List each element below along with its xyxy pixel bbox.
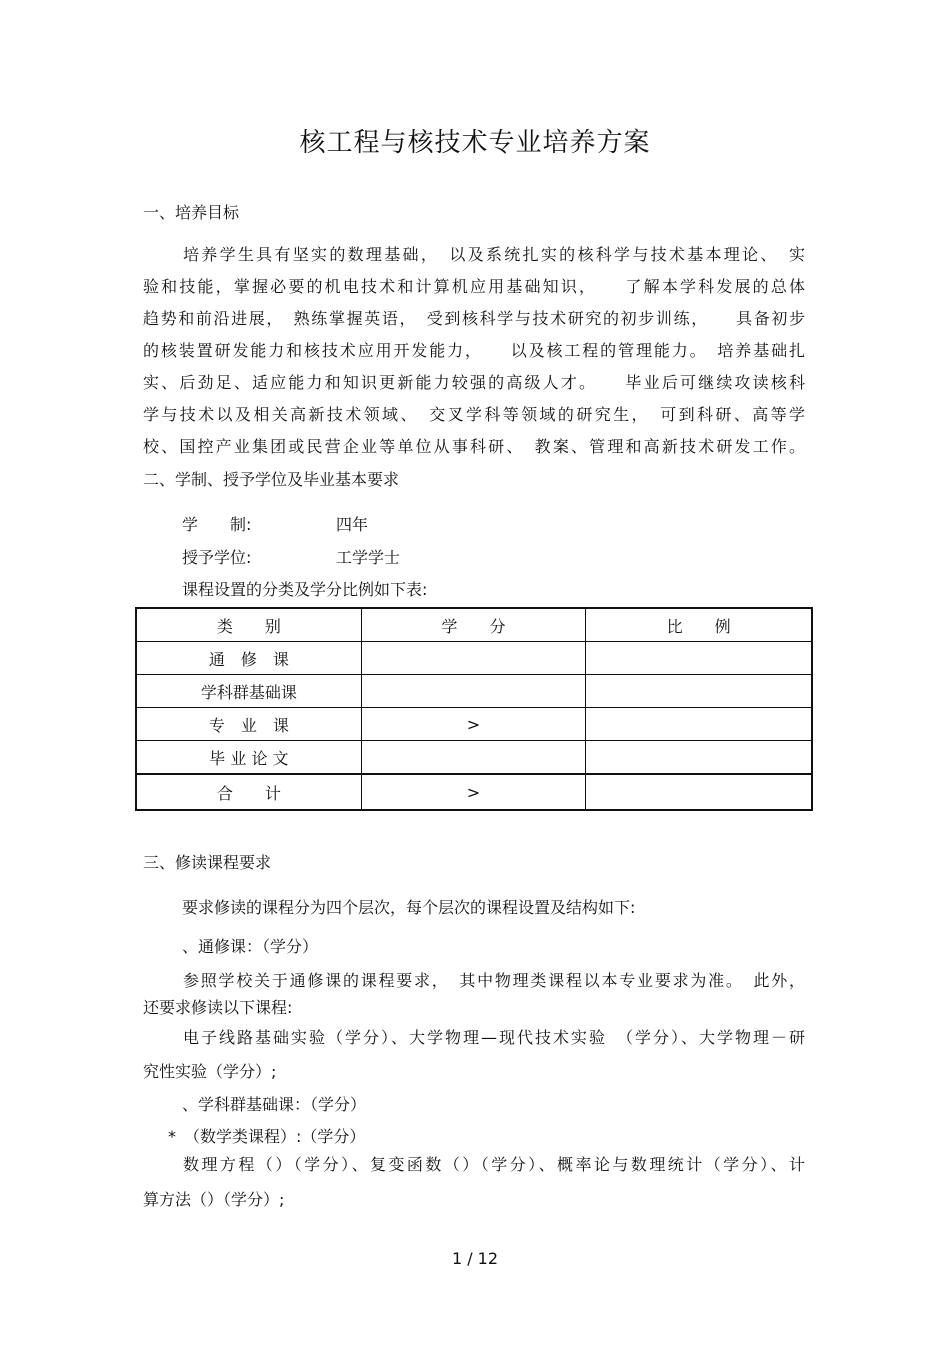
objectives-line: 实、后劲足、适应能力和知识更新能力较强的高级人才。 毕业后可继续攻读核科 [143,373,805,392]
cell-category: 通 修 课 [136,642,361,675]
objectives-line: 验和技能，掌握必要的机电技术和计算机应用基础知识， 了解本学科发展的总体 [143,277,805,296]
cell-ratio [586,675,812,708]
general-courses-text: 还要求修读以下课程: [143,998,293,1017]
degree-label: 授予学位: [182,548,252,567]
header-credits: 学 分 [361,608,585,642]
objectives-line: 趋势和前沿进展， 熟练掌握英语， 受到核科学与技术研究的初步训练， 具备初步 [143,309,805,328]
cell-ratio [586,642,812,675]
general-courses-list: 究性实验（学分）; [143,1062,277,1081]
objectives-line: 校、国控产业集团或民营企业等单位从事科研、 教案、管理和高新技术研发工作。 [143,437,805,456]
table-intro: 课程设置的分类及学分比例如下表: [182,580,428,599]
objectives-line: 的核装置研发能力和核技术应用开发能力， 以及核工程的管理能力。 培养基础扎 [143,341,805,360]
table-row [136,741,812,775]
discipline-courses-heading: 、学科群基础课：（学分） [182,1095,367,1114]
cell-category: 学科群基础课 [136,675,361,708]
cell-credits: > [361,774,585,810]
section-heading-course-requirements: 三、修读课程要求 [143,853,272,872]
credits-table [135,607,813,811]
requirements-intro: 要求修读的课程分为四个层次，每个层次的课程设置及结构如下: [182,898,636,917]
cell-category: 合 计 [136,774,361,810]
page-number: 1 / 12 [451,1249,499,1268]
header-category: 类 别 [136,608,361,642]
general-courses-text: 参照学校关于通修课的课程要求， 其中物理类课程以本专业要求为准。 此外， [183,971,805,990]
duration-value: 四年 [336,515,369,534]
cell-ratio [586,774,812,810]
table-row [136,642,812,675]
cell-credits [361,675,585,708]
degree-value: 工学学士 [336,548,401,567]
cell-ratio [586,708,812,741]
page-title: 核工程与核技术专业培养方案 [299,128,651,158]
cell-credits: > [361,708,585,741]
math-courses-list: 数理方程（）（学分）、复变函数（）（学分）、概率论与数理统计（学分）、计 [183,1155,805,1174]
table-row [136,675,812,708]
table-total-row [136,774,812,810]
math-courses-list: 算方法（）（学分）; [143,1190,285,1209]
duration-label: 学 制: [182,515,252,534]
objectives-line: 培养学生具有坚实的数理基础， 以及系统扎实的核科学与技术基本理论、 实 [183,245,805,264]
cell-category: 毕 业 论 文 [136,741,361,775]
cell-credits [361,741,585,775]
cell-ratio [586,741,812,775]
general-courses-list: 电子线路基础实验（学分）、大学物理—现代技术实验 （学分）、大学物理－研 [183,1028,805,1047]
math-courses-heading: * （数学类课程）:（学分） [168,1127,366,1146]
section-heading-objectives: 一、培养目标 [143,203,240,222]
objectives-line: 学与技术以及相关高新技术领域、 交叉学科等领域的研究生， 可到科研、高等学 [143,405,805,424]
cell-category: 专 业 课 [136,708,361,741]
general-courses-heading: 、通修课：（学分） [182,937,319,956]
header-ratio: 比 例 [586,608,812,642]
table-row [136,708,812,741]
cell-credits [361,642,585,675]
table-header-row [136,608,812,642]
section-heading-duration-degree: 二、学制、授予学位及毕业基本要求 [143,470,400,489]
